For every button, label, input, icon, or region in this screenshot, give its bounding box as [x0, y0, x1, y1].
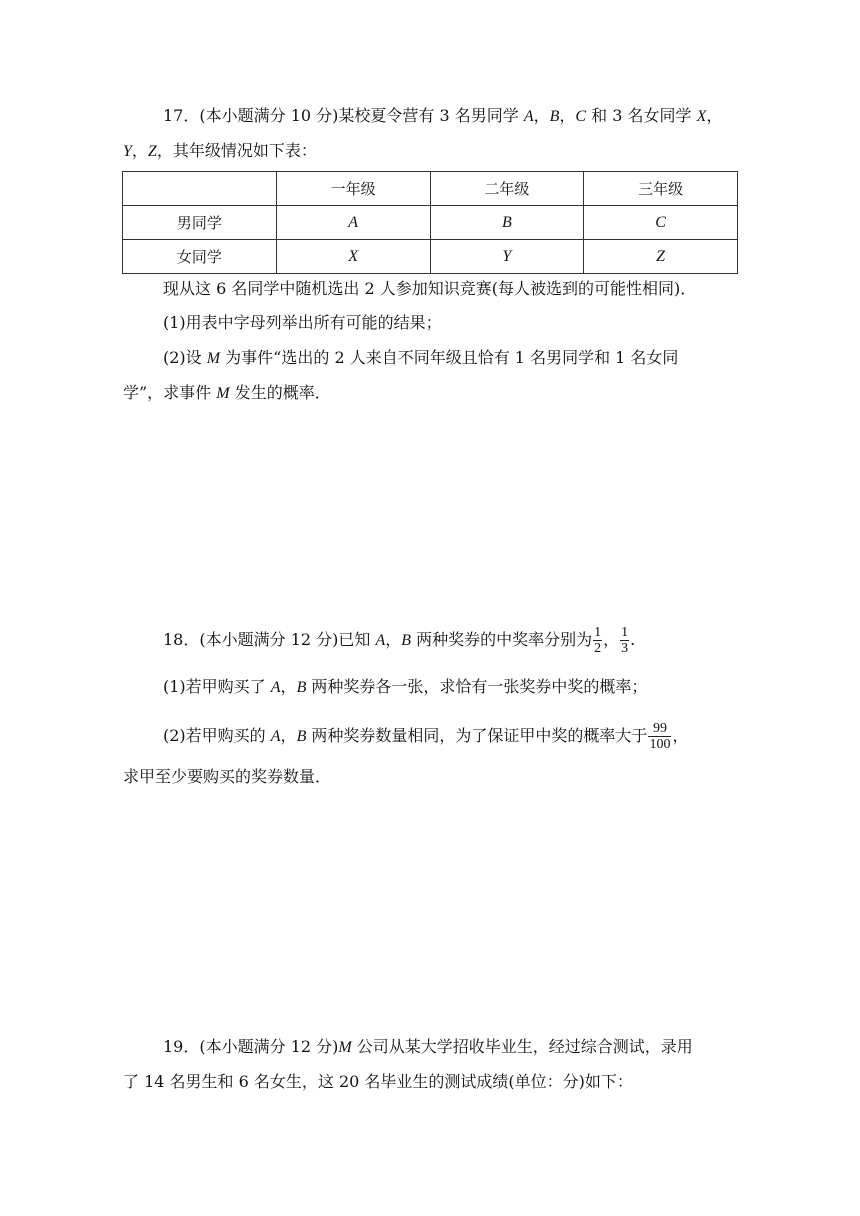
punct: ， [672, 726, 689, 745]
table-row [123, 206, 738, 240]
punct: ， [280, 677, 297, 696]
fraction-numerator: 1 [594, 625, 602, 640]
q17-part-2-line-2 [123, 383, 331, 404]
q18-part-2-line-2: 求甲至少要购买的奖券数量． [123, 767, 332, 786]
fraction-one-third [620, 625, 629, 656]
table-cell: 男同学 [123, 206, 277, 240]
q18-text: 两种奖券的中奖率分别为 [411, 630, 593, 649]
punct: ， [385, 630, 402, 649]
fraction-denominator: 100 [649, 737, 671, 752]
var-b: B [296, 728, 307, 745]
var-a: A [270, 679, 281, 696]
q18-text: (1)若甲购买了 [163, 677, 271, 696]
punct: . [630, 630, 636, 649]
q17-text: 为事件“选出的 2 人来自不同年级且恰有 1 名男同学和 1 名女同 [220, 348, 679, 367]
var-b: B [401, 632, 412, 649]
fraction-numerator: 99 [648, 721, 671, 737]
punct: ， [533, 106, 550, 125]
table-cell: Z [584, 240, 738, 274]
q18-text: (2)若甲购买的 [163, 726, 271, 745]
table-cell: Y [430, 240, 584, 274]
q19-line-2: 了 14 名男生和 6 名女生，这 20 名毕业生的测试成绩(单位：分)如下： [123, 1072, 633, 1091]
table-cell: A [276, 206, 430, 240]
fraction-denominator: 2 [594, 641, 602, 656]
fraction-99-100 [648, 721, 671, 752]
table-header-cell: 二年级 [430, 172, 584, 206]
punct: ， [131, 141, 148, 160]
q17-text: (2)设 [163, 348, 207, 367]
table-cell: X [276, 240, 430, 274]
table-header-row [123, 172, 738, 206]
q18-part-1 [163, 677, 647, 698]
table-header-cell: 三年级 [584, 172, 738, 206]
var-z: Z [147, 143, 157, 160]
table-row [123, 240, 738, 274]
fraction-one-half [593, 625, 602, 656]
q19-text: 19．(本小题满分 12 分) [163, 1037, 339, 1056]
q17-text: 和 3 名女同学 [586, 106, 697, 125]
var-a: A [523, 108, 534, 125]
q17-text: ，其年级情况如下表： [156, 141, 317, 160]
q18-text: 两种奖券各一张，求恰有一张奖券中奖的概率； [306, 677, 648, 696]
table-cell: 女同学 [123, 240, 277, 274]
q17-text: 发生的概率． [229, 383, 331, 402]
var-b: B [549, 108, 560, 125]
var-c: C [575, 108, 587, 125]
q17-line-2 [123, 141, 317, 162]
var-b: B [296, 679, 307, 696]
q17-part-2-line-1 [163, 348, 678, 369]
punct: ， [706, 106, 723, 125]
var-m: M [216, 385, 230, 402]
fraction-numerator: 1 [621, 625, 629, 640]
var-a: A [375, 632, 386, 649]
q17-part-1: (1)用表中字母列举出所有可能的结果； [163, 313, 442, 332]
q18-part-2-line-1 [163, 719, 688, 754]
q18-line-1 [163, 623, 635, 658]
var-x: X [696, 108, 707, 125]
grade-table [122, 171, 738, 274]
q19-line-1 [163, 1037, 693, 1058]
var-m: M [338, 1039, 352, 1056]
table-cell: C [584, 206, 738, 240]
table-header-cell: 一年级 [276, 172, 430, 206]
var-y: Y [123, 143, 132, 160]
punct: ， [280, 726, 297, 745]
q17-text: 17．(本小题满分 10 分)某校夏令营有 3 名男同学 [163, 106, 524, 125]
fraction-denominator: 3 [621, 641, 629, 656]
q19-text: 公司从某大学招收毕业生，经过综合测试，录用 [351, 1037, 693, 1056]
punct: ， [603, 630, 620, 649]
q17-text: 学”，求事件 [123, 383, 217, 402]
q18-text: 两种奖券数量相同，为了保证甲中奖的概率大于 [306, 726, 648, 745]
punct: ， [559, 106, 576, 125]
table-cell: B [430, 206, 584, 240]
var-m: M [206, 350, 221, 367]
q18-text: 18．(本小题满分 12 分)已知 [163, 630, 376, 649]
q17-line-1 [163, 106, 722, 127]
q17-line-3: 现从这 6 名同学中随机选出 2 人参加知识竞赛(每人被选到的可能性相同)． [163, 279, 697, 298]
table-header-cell [123, 172, 277, 206]
var-a: A [270, 728, 281, 745]
